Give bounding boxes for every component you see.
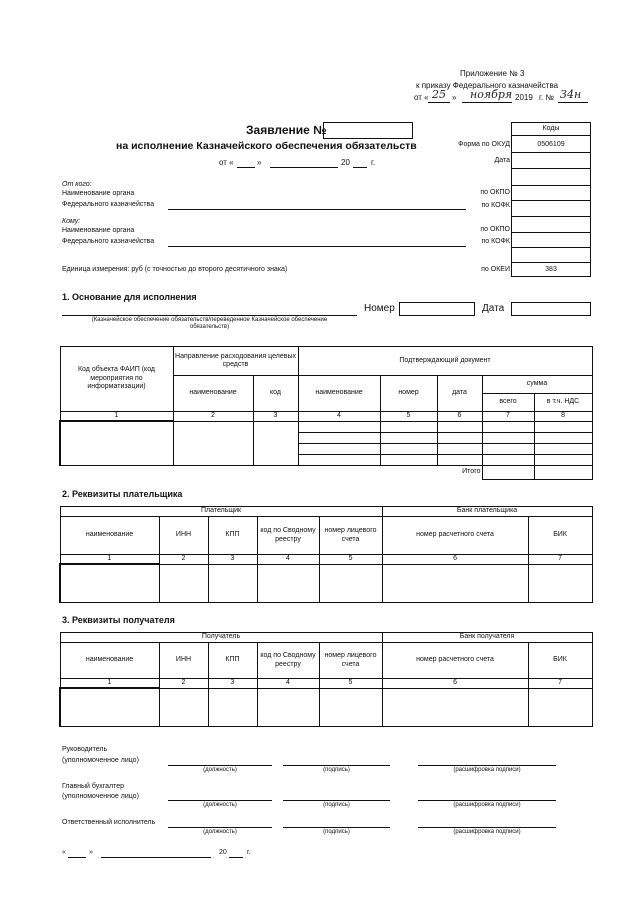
accountant-label-1: Главный бухгалтер xyxy=(62,783,124,790)
caption-position: (должность) xyxy=(203,767,237,773)
bottom-date-g: г. xyxy=(247,849,251,856)
bottom-date-quote-open: « xyxy=(62,849,66,856)
col-num: 8 xyxy=(534,412,592,422)
form-date-quote: » xyxy=(257,158,262,167)
col-direction-header: Направление расходования целевых средств xyxy=(173,347,298,376)
head-label-1: Руководитель xyxy=(62,746,108,753)
to-title: Кому: xyxy=(62,218,81,225)
col-num: 5 xyxy=(319,679,382,689)
col-header: ИНН xyxy=(159,643,208,679)
table-cell[interactable] xyxy=(534,421,592,432)
section1-table xyxy=(59,346,593,480)
form-title: Заявление № xyxy=(246,123,327,137)
caption-signature: (подпись) xyxy=(323,802,350,808)
section2-title: 2. Реквизиты плательщика xyxy=(62,489,183,499)
section1-caption-2: обязательств) xyxy=(189,324,230,330)
col-header: ИНН xyxy=(159,517,208,555)
table-cell[interactable] xyxy=(60,421,173,465)
executor-signature-field[interactable] xyxy=(283,827,390,828)
to-line1: Наименование органа xyxy=(62,227,135,234)
col-num: 6 xyxy=(382,555,528,565)
caption-signature: (подпись) xyxy=(323,767,350,773)
col-num: 4 xyxy=(257,555,319,565)
to-line2: Федерального казначейства xyxy=(62,238,155,245)
accountant-position-field[interactable] xyxy=(168,800,272,801)
col-num: 2 xyxy=(159,555,208,565)
col-num: 7 xyxy=(528,679,592,689)
okei-label: по ОКЕИ xyxy=(481,266,510,273)
table-cell[interactable] xyxy=(380,432,437,443)
table-cell[interactable] xyxy=(208,688,257,726)
col-header: КПП xyxy=(208,517,257,555)
table-cell[interactable] xyxy=(534,454,592,465)
section1-basis-field[interactable] xyxy=(62,315,357,316)
table-cell[interactable] xyxy=(382,688,528,726)
appendix-number: 34н xyxy=(560,88,582,101)
section3-table xyxy=(59,632,593,727)
table-cell[interactable] xyxy=(437,432,482,443)
col-header: номер лицевого счета xyxy=(319,643,382,679)
form-subtitle: на исполнение Казначейского обеспечения обязательств xyxy=(116,140,417,152)
table-cell[interactable] xyxy=(534,443,592,454)
appendix-g: г. № xyxy=(539,93,554,102)
col-doc-number: номер xyxy=(380,376,437,412)
table-spacer xyxy=(380,465,437,479)
bottom-date-year-field[interactable] xyxy=(229,857,243,858)
unit-text: Единица измерения: руб (с точностью до второго десятичного знака) xyxy=(62,266,288,273)
table-cell[interactable] xyxy=(482,421,534,432)
section1-number-field[interactable] xyxy=(399,302,475,316)
table-cell[interactable] xyxy=(173,421,253,465)
table-cell[interactable] xyxy=(298,454,380,465)
head-position-field[interactable] xyxy=(168,765,272,766)
table-cell[interactable] xyxy=(380,443,437,454)
col-num: 3 xyxy=(208,555,257,565)
itogo-label: Итого xyxy=(462,468,481,476)
from-line1: Наименование органа xyxy=(62,190,135,197)
table-cell[interactable] xyxy=(298,443,380,454)
col-num: 1 xyxy=(60,679,159,689)
col-header: БИК xyxy=(528,643,592,679)
col-header: номер расчетного счета xyxy=(382,517,528,555)
table-cell[interactable] xyxy=(482,454,534,465)
col-num: 1 xyxy=(60,412,173,422)
col-num: 1 xyxy=(60,555,159,565)
table-cell[interactable] xyxy=(159,688,208,726)
col-direction-code: код xyxy=(253,376,298,412)
table-spacer xyxy=(60,465,173,479)
col-num: 4 xyxy=(298,412,380,422)
col-num: 3 xyxy=(253,412,298,422)
col-header: код по Сводному реестру xyxy=(257,517,319,555)
table-cell[interactable] xyxy=(437,421,482,432)
table-spacer xyxy=(298,465,380,479)
caption-decode: (расшифровка подписи) xyxy=(453,829,521,835)
accountant-signature-field[interactable] xyxy=(283,800,390,801)
form-date-g: г. xyxy=(371,158,376,167)
to-field[interactable] xyxy=(168,246,466,247)
head-label-2: (уполномоченное лицо) xyxy=(62,757,139,764)
col-header: КПП xyxy=(208,643,257,679)
payer-bank-header: Банк плательщика xyxy=(382,507,592,517)
section1-caption-1: (Казначейское обеспечение обязательств/переведенное Казначейское обеспечение xyxy=(91,317,328,323)
table-cell[interactable] xyxy=(319,564,382,602)
itogo-total-cell[interactable] xyxy=(482,465,534,479)
table-cell[interactable] xyxy=(298,421,380,432)
executor-position-field[interactable] xyxy=(168,827,272,828)
table-cell[interactable] xyxy=(482,443,534,454)
table-cell[interactable] xyxy=(437,443,482,454)
form-number-field[interactable] xyxy=(323,122,413,139)
caption-signature: (подпись) xyxy=(323,829,350,835)
appendix-order: к приказу Федерального казначейства xyxy=(416,81,559,90)
table-cell[interactable] xyxy=(319,688,382,726)
table-cell[interactable] xyxy=(382,564,528,602)
col-num: 4 xyxy=(257,679,319,689)
col-header: БИК xyxy=(528,517,592,555)
col-header: наименование xyxy=(60,643,159,679)
col-sum: сумма xyxy=(482,376,592,394)
executor-label: Ответственный исполнитель xyxy=(62,819,156,826)
bottom-date-quote-close: » xyxy=(89,849,93,856)
col-direction-name: наименование xyxy=(173,376,253,412)
caption-position: (должность) xyxy=(203,802,237,808)
kofk-label-2: по КОФК xyxy=(481,238,510,245)
appendix-quote: » xyxy=(452,93,457,102)
table-cell[interactable] xyxy=(159,564,208,602)
from-title: От кого: xyxy=(62,181,92,188)
col-doc-date: дата xyxy=(437,376,482,412)
table-cell[interactable] xyxy=(437,454,482,465)
col-num: 2 xyxy=(173,412,253,422)
caption-decode: (расшифровка подписи) xyxy=(453,802,521,808)
appendix-month: ноября xyxy=(470,88,513,101)
okud-label: Форма по ОКУД xyxy=(458,141,510,148)
okpo-label-1: по ОКПО xyxy=(480,189,510,196)
caption-position: (должность) xyxy=(203,829,237,835)
bottom-date-month[interactable] xyxy=(101,857,211,858)
section1-date-label: Дата xyxy=(482,303,505,314)
col-header: номер расчетного счета xyxy=(382,643,528,679)
section1-number-label: Номер xyxy=(364,303,395,314)
receiver-bank-header: Банк получателя xyxy=(382,633,592,643)
section3-title: 3. Реквизиты получателя xyxy=(62,615,175,625)
col-num: 2 xyxy=(159,679,208,689)
table-spacer xyxy=(173,465,253,479)
table-cell[interactable] xyxy=(528,564,592,602)
table-cell[interactable] xyxy=(482,432,534,443)
col-code-header: Код объекта ФАИП (код мероприятия по информатизации) xyxy=(60,347,173,412)
table-cell[interactable] xyxy=(60,688,159,726)
head-decode-field[interactable] xyxy=(418,765,556,766)
appendix-year: 2019 xyxy=(515,93,533,102)
col-num: 7 xyxy=(528,555,592,565)
codes-title: Коды xyxy=(542,125,560,132)
accountant-label-2: (уполномоченное лицо) xyxy=(62,793,139,800)
col-num: 5 xyxy=(380,412,437,422)
table-cell[interactable] xyxy=(257,688,319,726)
col-header: номер лицевого счета xyxy=(319,517,382,555)
appendix-from: от « xyxy=(414,93,429,102)
col-num: 6 xyxy=(437,412,482,422)
bottom-date-day[interactable] xyxy=(68,857,86,858)
col-sum-vat: в т.ч. НДС xyxy=(534,394,592,412)
table-cell[interactable] xyxy=(253,421,298,465)
col-doc-header: Подтверждающий документ xyxy=(298,347,592,376)
date-label: Дата xyxy=(494,157,510,164)
form-date-year: 20 xyxy=(341,158,350,167)
payer-header: Плательщик xyxy=(60,507,382,517)
col-doc-name: наименование xyxy=(298,376,380,412)
from-field[interactable] xyxy=(168,209,466,210)
okpo-label-2: по ОКПО xyxy=(480,226,510,233)
executor-decode-field[interactable] xyxy=(418,827,556,828)
col-num: 5 xyxy=(319,555,382,565)
accountant-decode-field[interactable] xyxy=(418,800,556,801)
itogo-vat-cell[interactable] xyxy=(534,465,592,479)
section1-title: 1. Основание для исполнения xyxy=(62,292,197,302)
table-cell[interactable] xyxy=(534,432,592,443)
table-cell[interactable] xyxy=(298,432,380,443)
receiver-header: Получатель xyxy=(60,633,382,643)
table-cell[interactable] xyxy=(528,688,592,726)
table-cell[interactable] xyxy=(380,454,437,465)
col-header: код по Сводному реестру xyxy=(257,643,319,679)
appendix-day: 25 xyxy=(432,88,446,101)
appendix-title: Приложение № 3 xyxy=(460,69,525,78)
from-line2: Федерального казначейства xyxy=(62,201,155,208)
form-date-from: от « xyxy=(219,158,234,167)
col-num: 7 xyxy=(482,412,534,422)
section2-table xyxy=(59,506,593,603)
col-sum-total: всего xyxy=(482,394,534,412)
section1-date-field[interactable] xyxy=(511,302,591,316)
table-cell[interactable] xyxy=(60,564,159,602)
table-cell[interactable] xyxy=(208,564,257,602)
okei-value: 383 xyxy=(545,266,557,273)
kofk-label-1: по КОФК xyxy=(481,202,510,209)
col-num: 6 xyxy=(382,679,528,689)
col-header: наименование xyxy=(60,517,159,555)
caption-decode: (расшифровка подписи) xyxy=(453,767,521,773)
table-cell[interactable] xyxy=(380,421,437,432)
bottom-date-year: 20 xyxy=(219,849,227,856)
col-num: 3 xyxy=(208,679,257,689)
head-signature-field[interactable] xyxy=(283,765,390,766)
table-cell[interactable] xyxy=(257,564,319,602)
table-spacer xyxy=(253,465,298,479)
okud-value: 0506109 xyxy=(537,141,565,148)
